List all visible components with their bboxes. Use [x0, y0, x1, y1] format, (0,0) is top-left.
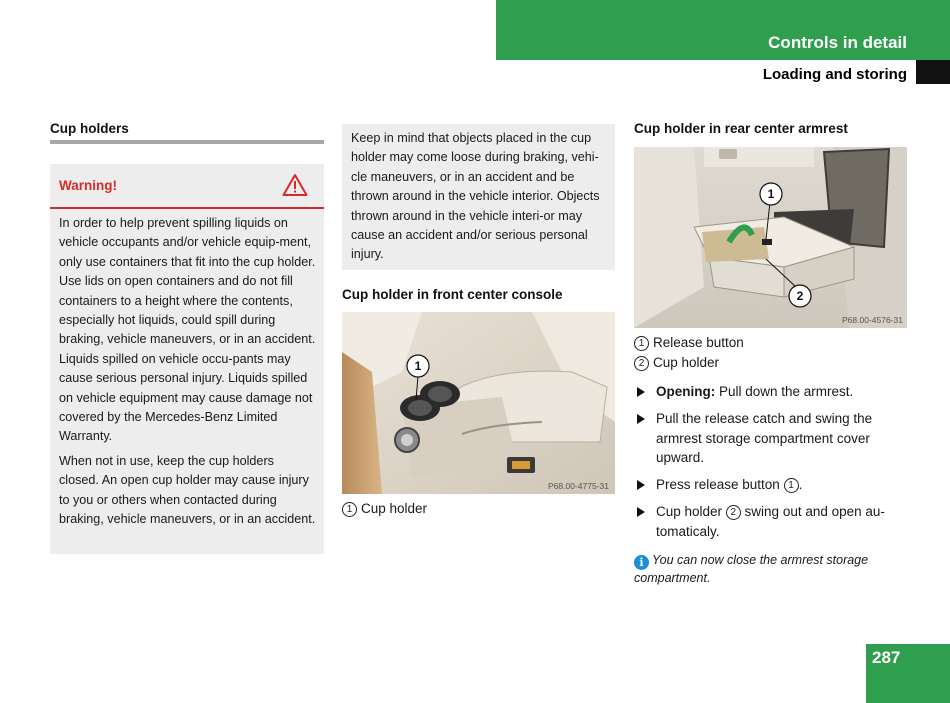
warning-label: Warning! [59, 178, 117, 193]
note-box [342, 124, 615, 270]
rear-armrest-heading: Cup holder in rear center armrest [634, 121, 848, 136]
caption-text: Cup holder [361, 501, 428, 516]
step-bold: Opening: [656, 384, 716, 399]
step-text: Press release button [656, 477, 784, 492]
cup-holders-heading: Cup holders [50, 121, 129, 136]
rear-photo-callout-1: 1 [767, 187, 775, 201]
step-text: Pull the release catch and swing the armrest storage compartment cover upward. [656, 411, 873, 465]
callout-number: 1 [342, 502, 357, 517]
photo-callout-1: 1 [414, 359, 422, 373]
step-item [634, 475, 914, 495]
bullet-arrow-icon [637, 387, 645, 397]
step-text-after: swing out and open au-tomaticaly. [656, 504, 885, 539]
legend-text: Cup holder [653, 355, 720, 370]
info-icon: i [634, 555, 649, 570]
front-console-photo [342, 312, 615, 494]
front-console-heading: Cup holder in front center console [342, 287, 563, 302]
page-number-tab [866, 644, 950, 703]
photo-code: P68.00-4775-31 [548, 481, 609, 491]
warning-divider [50, 207, 324, 209]
instruction-steps [634, 382, 914, 549]
step-item [634, 382, 914, 402]
bullet-arrow-icon [637, 507, 645, 517]
legend-item-1 [634, 335, 744, 351]
step-callout-number: 2 [726, 505, 741, 520]
front-photo-caption [342, 501, 427, 517]
bullet-arrow-icon [637, 414, 645, 424]
legend-number: 1 [634, 336, 649, 351]
step-text: Cup holder [656, 504, 726, 519]
warning-paragraph-1: In order to help prevent spilling liquids on vehicle occupants and/or vehicle equip-ment, only use containers that fit into the cup holder. Use lids on open containers and do not fill containers to a height where the contents, especially hot liquids, could spill during braking, vehicle maneuvers, or in an accident. Liquids spilled on vehicle occu-pants may cause serious personal injury. Liquids spilled on vehicle equipment may cause damage not covered by the Mercedes-Benz Limited Warranty. [59, 216, 316, 444]
rear-photo-callout-2: 2 [796, 289, 804, 303]
step-text-after: . [798, 477, 803, 492]
page-number: 287 [872, 648, 901, 667]
header-tab-marker [916, 60, 950, 84]
rear-armrest-photo [634, 147, 907, 328]
rear-photo-code: P68.00-4576-31 [842, 315, 903, 325]
heading-rule [50, 140, 324, 144]
step-callout-number: 1 [784, 478, 799, 493]
legend-text: Release button [653, 335, 744, 350]
bullet-arrow-icon [637, 480, 645, 490]
info-text: You can now close the armrest storage compartment. [634, 553, 869, 585]
info-note [634, 552, 914, 588]
section-title: Controls in detail [768, 33, 907, 52]
legend-item-2 [634, 355, 719, 371]
note-paragraph: Keep in mind that objects placed in the cup holder may come loose during braking, vehi-cle maneuvers, or in an accident and be thrown around in the vehicle interior. Objects thrown around in the vehicle interi-or may cause an accident and/or serious personal injury. [351, 131, 600, 262]
legend-number: 2 [634, 356, 649, 371]
step-item [634, 409, 914, 468]
warning-paragraph-2: When not in use, keep the cup holders closed. An open cup holder may cause injury to you or others when contacted during braking, vehicle maneuvers, or in an accident. [59, 454, 316, 527]
warning-triangle-icon [282, 173, 308, 197]
subsection-title: Loading and storing [762, 66, 907, 83]
step-text: Pull down the armrest. [715, 384, 854, 399]
warning-header [50, 164, 324, 208]
warning-box [50, 164, 324, 554]
step-item [634, 502, 914, 541]
